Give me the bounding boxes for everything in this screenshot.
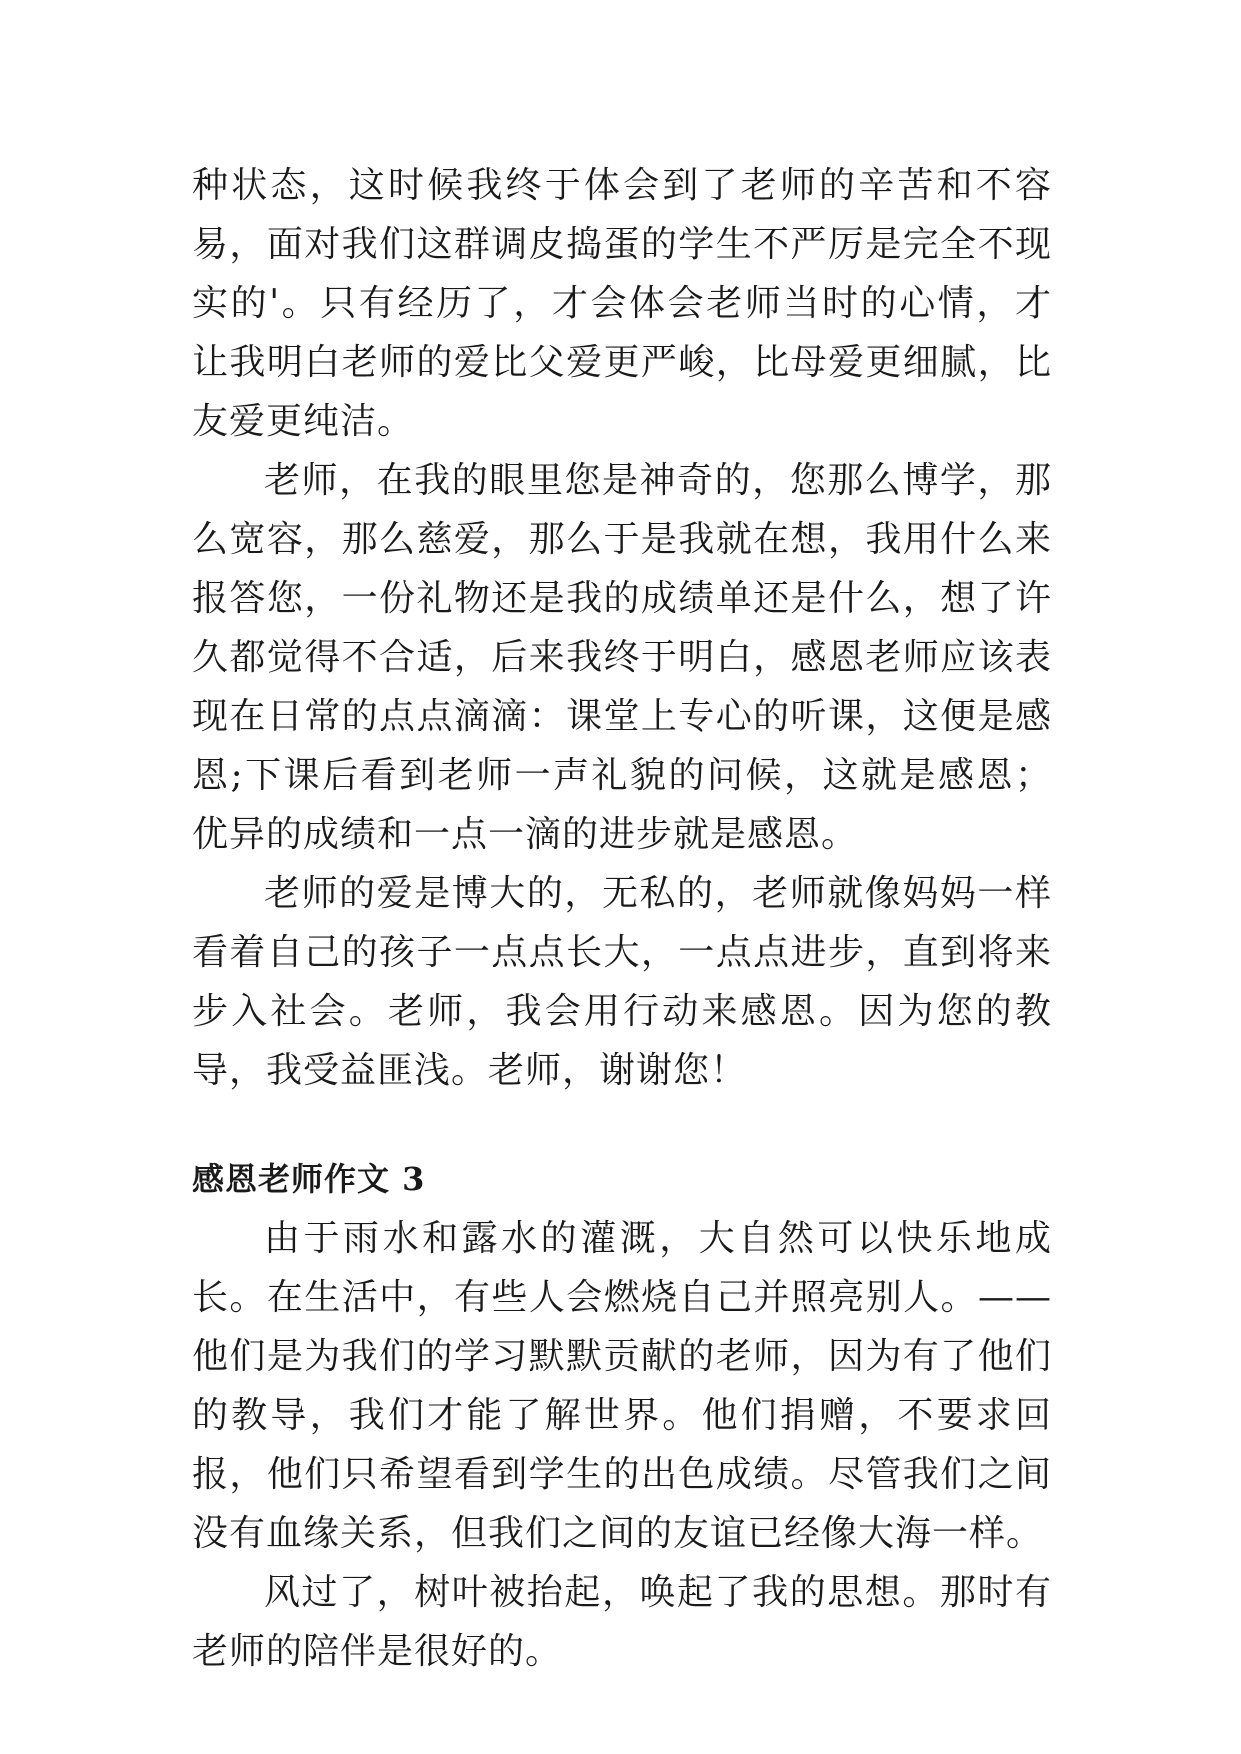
document-page [192,156,1052,1681]
paragraph-wind-leaves: 风过了，树叶被抬起，唤起了我的思想。那时有老师的陪伴是很好的。 [192,1572,1052,1672]
paragraph-teacher-miracle: 老师，在我的眼里您是神奇的，您那么博学，那么宽容，那么慈爱，那么于是我就在想，我用什么来报答您，一份礼物还是我的成绩单还是什么，想了许久都觉得不合适，后来我终于明白，感恩老师应该表现在日常的点点滴滴：课堂上专心的听课，这便是感恩;下课后看到老师一声礼貌的问候，这就是感恩；优异的成绩和一点一滴的进步就是感恩。 [192,460,1052,855]
paragraph-teacher-love: 老师的爱是博大的，无私的，老师就像妈妈一样看着自己的孩子一点点长大，一点点进步，直到将来步入社会。老师，我会用行动来感恩。因为您的教导，我受益匪浅。老师，谢谢您！ [192,873,1052,1091]
paragraph-rain-dew: 由于雨水和露水的灌溉，大自然可以快乐地成长。在生活中，有些人会燃烧自己并照亮别人。——他们是为我们的学习默默贡献的老师，因为有了他们的教导，我们才能了解世界。他们捐赠，不要求回报，他们只希望看到学生的出色成绩。尽管我们之间没有血缘关系，但我们之间的友谊已经像大海一样。 [192,1218,1052,1554]
paragraph-continuation: 种状态，这时候我终于体会到了老师的辛苦和不容易，面对我们这群调皮捣蛋的学生不严厉是完全不现实的'。只有经历了，才会体会老师当时的心情，才让我明白老师的爱比父爱更严峻，比母爱更细腻，比友爱更纯洁。 [192,165,1052,442]
section-title: 感恩老师作文 3 [192,1160,426,1198]
